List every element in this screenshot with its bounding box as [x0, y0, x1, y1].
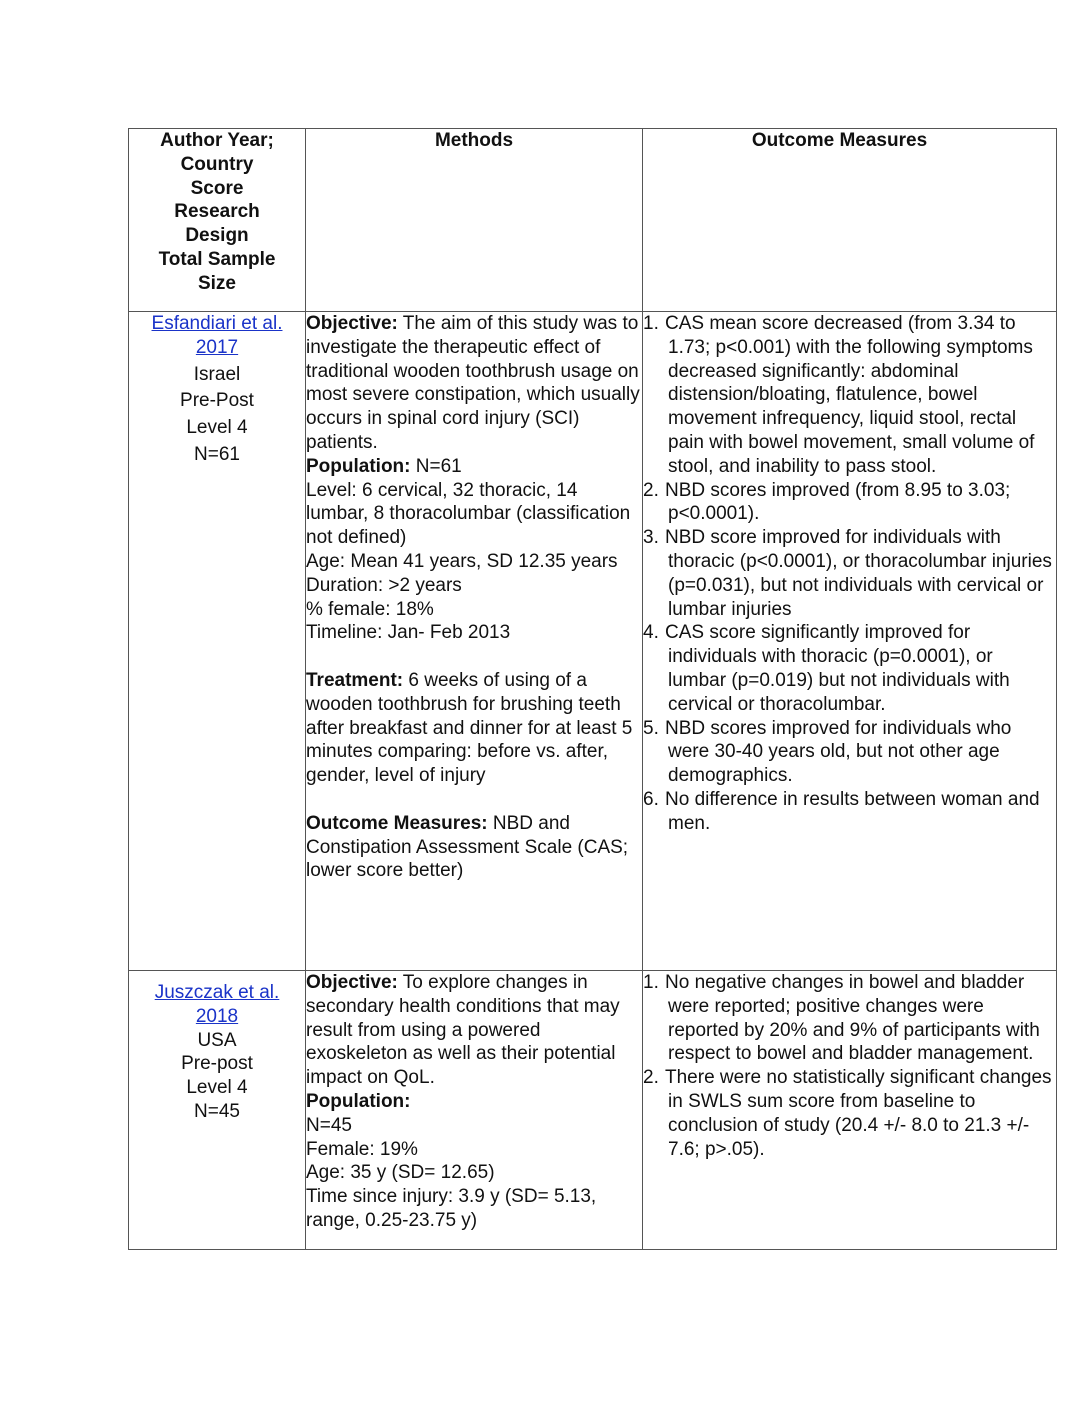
study-level: Level 4 [186, 417, 248, 439]
header-outcome-measures [643, 129, 1057, 312]
objective-label: Objective: [306, 972, 398, 993]
header-methods: Methods [306, 129, 643, 312]
table-row [129, 312, 1057, 971]
list-item: 2. There were no statistically significant changes in SWLS sum score from baseline to conclusion of study (20.4 +/- 8.0 to 21.3 +/- 7.6; p>.05). [643, 1067, 1052, 1160]
population [306, 1090, 642, 1114]
header-line: Total Sample [158, 248, 276, 270]
outcome-measures-text: NBD and Constipation Assessment Scale (CAS; lower score better) [306, 812, 629, 882]
population-label: Population: [306, 1090, 411, 1112]
treatment [306, 669, 642, 788]
objective-text: The aim of this study was to investigate the therapeutic effect of traditional wooden toothbrush usage on most severe constipation, which usually occurs in spinal cord injury (SCI) patients. [306, 313, 640, 453]
study-cell [129, 971, 306, 1250]
methods-cell [306, 312, 643, 971]
study-link[interactable]: Esfandiari et al. 2017 [151, 313, 283, 358]
treatment-text: 6 weeks of using of a wooden toothbrush for brushing teeth after breakfast and dinner for at least 5 minutes comparing: before vs. after, gender, level of injury [306, 669, 633, 787]
header-row [129, 129, 1057, 312]
outcome-measures [306, 812, 642, 883]
list-item: 4. CAS score significantly improved for individuals with thoracic (p=0.0001), or lumbar (p=0.019) but not individuals with cervical or thoracolumbar. [643, 622, 1010, 715]
list-item: 3. NBD score improved for individuals with thoracic (p<0.0001), or thoracolumbar injuries (p=0.031), but not individuals with cervical or lumbar injuries [643, 527, 1052, 620]
study-design: Pre-post [181, 1053, 253, 1075]
header-line: Country [180, 153, 254, 175]
study-cell [129, 312, 306, 971]
objective [306, 312, 642, 455]
list-item: 5. NBD scores improved for individuals who were 30-40 years old, but not other age demographics. [643, 717, 1012, 787]
study-sample-size: N=45 [194, 1100, 240, 1122]
list-item: 2. NBD scores improved (from 8.95 to 3.03; p<0.0001). [643, 479, 1011, 525]
header-line: Score [190, 177, 244, 199]
outcomes-cell [643, 312, 1057, 971]
header-study-info [129, 129, 306, 312]
objective-text: To explore changes in secondary health conditions that may result from using a powered exoskeleton as well as their potential impact on QoL. [306, 972, 620, 1089]
study-level: Level 4 [186, 1077, 248, 1099]
population-line: Level: 6 cervical, 32 thoracic, 14 lumbar, 8 thoracolumbar (classification not defined) [306, 479, 631, 549]
header-line: Research [174, 201, 260, 223]
list-item: 1. No negative changes in bowel and bladder were reported; positive changes were reported by 20% and 9% of participants with respect to bowel and bladder management. [643, 972, 1040, 1065]
outcome-measures-label: Outcome Measures: [306, 812, 488, 834]
methods-cell [306, 971, 643, 1250]
population-line: Duration: >2 years [306, 574, 462, 596]
study-sample-size: N=61 [194, 443, 240, 465]
population-label: Population: [306, 455, 411, 477]
population-line: Time since injury: 3.9 y (SD= 5.13, range, 0.25-23.75 y) [306, 1186, 597, 1231]
header-line: Author Year; [160, 130, 274, 151]
outcomes-cell [643, 971, 1057, 1250]
results-list [643, 312, 1056, 836]
treatment-label: Treatment: [306, 669, 404, 691]
population-line: % female: 18% [306, 598, 434, 620]
study-country: Israel [193, 363, 241, 385]
header-line: Design [185, 225, 249, 247]
table-row [129, 971, 1057, 1250]
population [306, 455, 642, 479]
objective [306, 971, 642, 1090]
header-outcome-label: Outcome Measures [751, 130, 928, 151]
list-item: 1. CAS mean score decreased (from 3.34 to 1.73; p<0.001) with the following symptoms decreased significantly: abdominal distension/bloating, flatulence, bowel movement infrequency, liquid stool, rectal pain with bowel movement, small volume of stool, and inability to pass stool. [643, 313, 1035, 477]
population-line: Age: 35 y (SD= 12.65) [306, 1162, 495, 1184]
population-line: Timeline: Jan- Feb 2013 [306, 622, 511, 644]
list-item: 6. No difference in results between woman and men. [643, 788, 1040, 834]
population-line: Female: 19% [306, 1138, 418, 1160]
study-country: USA [197, 1029, 237, 1051]
evidence-table [128, 128, 1057, 1250]
results-list [643, 971, 1056, 1161]
population-line: N=45 [306, 1114, 352, 1136]
population-text: N=61 [410, 455, 462, 477]
header-line: Size [197, 272, 237, 294]
study-link[interactable]: Juszczak et al. 2018 [154, 982, 280, 1027]
objective-label: Objective: [306, 313, 398, 334]
population-line: Age: Mean 41 years, SD 12.35 years [306, 550, 618, 572]
study-design: Pre-Post [180, 390, 254, 412]
